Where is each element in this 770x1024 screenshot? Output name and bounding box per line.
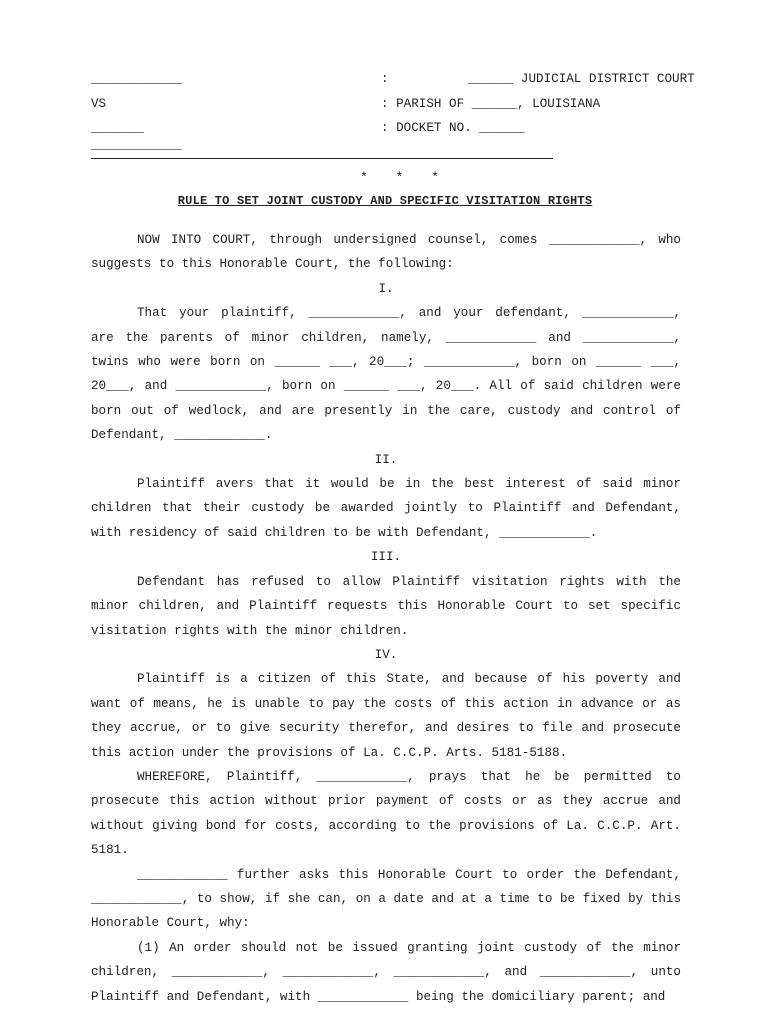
order-item-1: (1) An order should not be issued granting joint custody of the minor children, ____________, ____________, ____________, and ____________, unto Plaintiff and Defendant, with ____________ being the domiciliary parent; and — [91, 940, 681, 1004]
intro-paragraph: NOW INTO COURT, through undersigned counsel, comes ____________, who suggests to this Honorable Court, the following: — [91, 233, 681, 272]
court-name-line: ______ JUDICIAL DISTRICT COURT — [468, 72, 695, 86]
document-title: RULE TO SET JOINT CUSTODY AND SPECIFIC VISITATION RIGHTS — [177, 194, 593, 208]
section-number: I. — [378, 281, 394, 296]
plaintiff-name-blank: ____________ — [91, 72, 182, 86]
further-asks-paragraph: ____________ further asks this Honorable Court to order the Defendant, ____________, to show, if she can, on a date and at a time to be fixed by this Honorable Court, why: — [91, 867, 681, 931]
docket-number-line: : DOCKET NO. ______ — [381, 121, 525, 135]
defendant-name-blank: _______ — [91, 121, 144, 135]
section-number: IV. — [374, 647, 398, 662]
section-paragraph: Plaintiff avers that it would be in the best interest of said minor children that their custody be awarded jointly to Plaintiff and Defendant, with residency of said children to be with Defendant, ____________. — [91, 477, 681, 540]
parish-line: : PARISH OF ______, LOUISIANA — [381, 97, 601, 111]
section-paragraph: Plaintiff is a citizen of this State, and because of his poverty and want of means, he is unable to pay the costs of this action in advance or as they accrue, or to give security therefor, and desires to file and prosecute this action under the provisions of La. C.C.P. Arts. 5181-5188. — [91, 672, 681, 760]
section-stars: * * * — [360, 170, 450, 185]
caption-divider — [91, 158, 553, 159]
document-body — [91, 228, 681, 1009]
section-number: II. — [374, 452, 398, 467]
defendant-name-blank-2: ____________ — [91, 138, 182, 152]
case-caption — [0, 0, 770, 170]
caption-colon: : — [381, 72, 389, 86]
section-paragraph: That your plaintiff, ____________, and your defendant, ____________, are the parents of minor children, namely, ____________ and ____________, twins who were born on ______ ___, 20___; ____________, born on ______ ___, 20___, and ____________, born on ______ ___, 20___. All of said children were born out of wedlock, and are presently in the care, custody and control of Defendant, ____________. — [91, 306, 681, 443]
versus-label: VS — [91, 97, 107, 111]
wherefore-paragraph: WHEREFORE, Plaintiff, ____________, prays that he be permitted to prosecute this action without prior payment of costs or as they accrue and without giving bond for costs, according to the provisions of La. C.C.P. Art. 5181. — [91, 769, 681, 858]
section-number: III. — [370, 550, 402, 565]
section-paragraph: Defendant has refused to allow Plaintiff visitation rights with the minor children, and Plaintiff requests this Honorable Court to set specific visitation rights with the minor children. — [91, 574, 681, 638]
